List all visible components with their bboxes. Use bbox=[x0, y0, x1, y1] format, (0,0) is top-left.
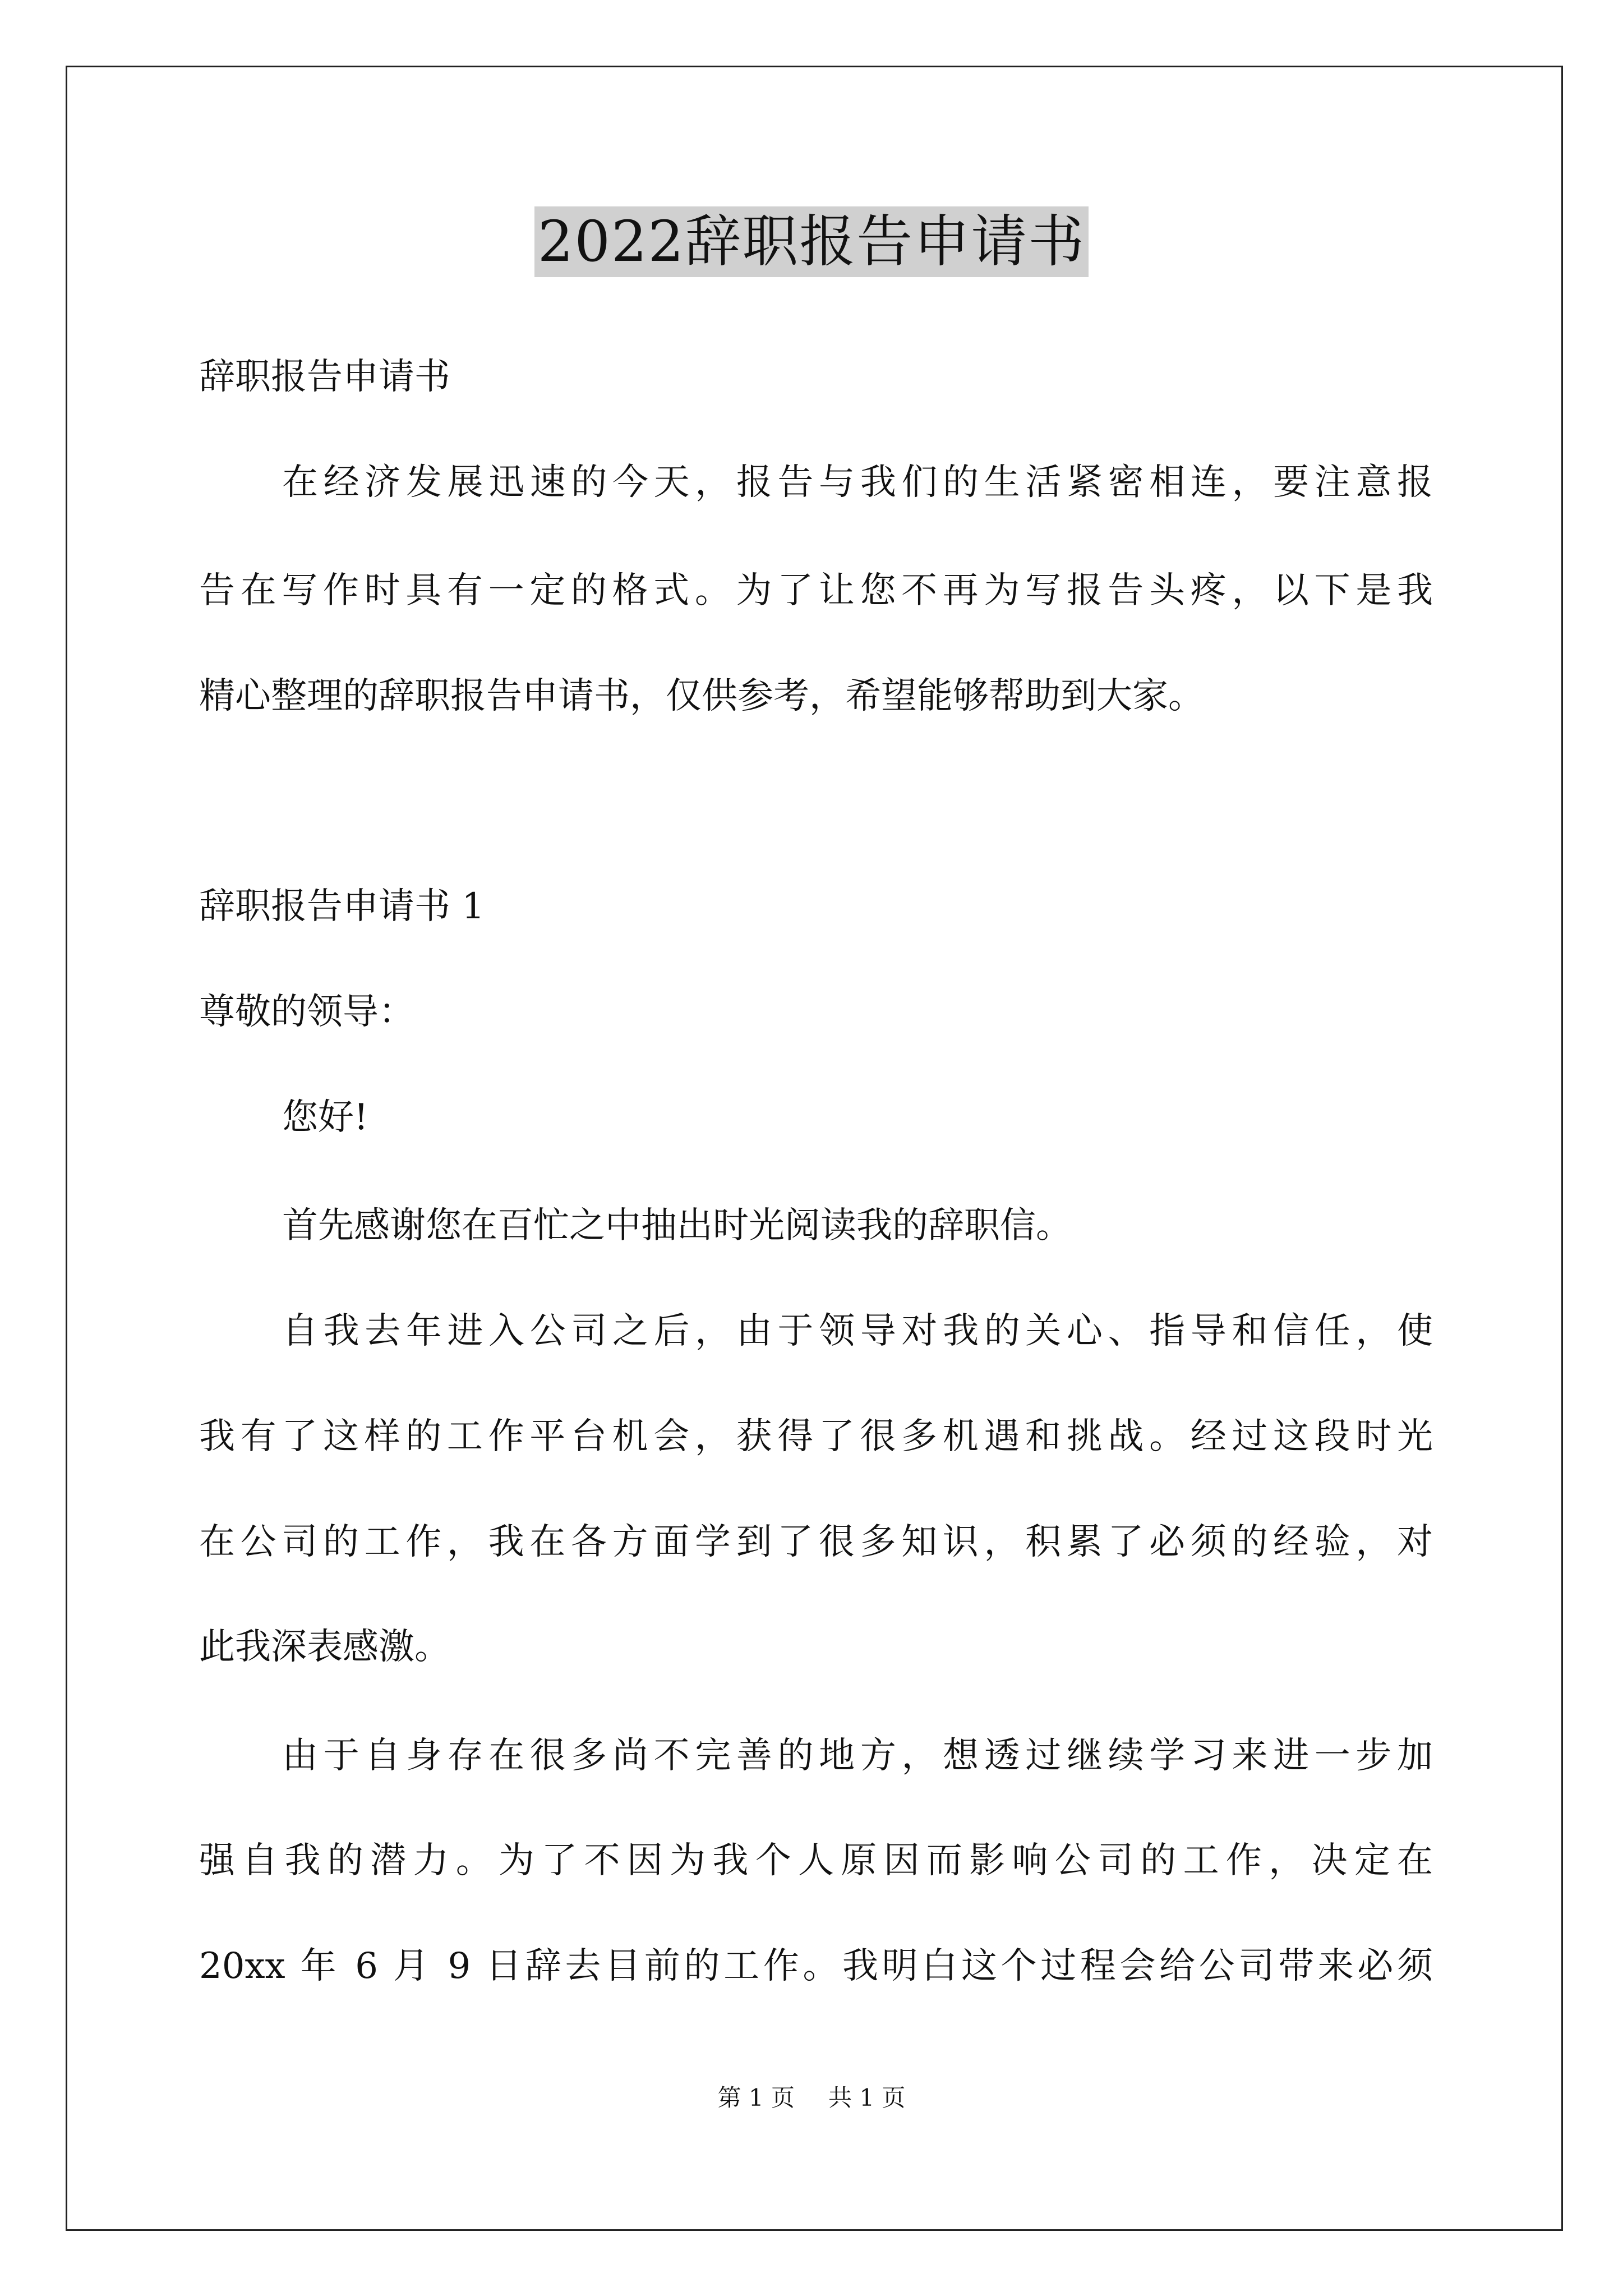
paragraph-2-line-2: 我有了这样的工作平台机会，获得了很多机遇和挑战。经过这段时光 bbox=[199, 1416, 1433, 1457]
paragraph-2-line-3: 在公司的工作，我在各方面学到了很多知识，积累了必须的经验，对 bbox=[199, 1521, 1433, 1563]
paragraph-1: 首先感谢您在百忙之中抽出时光阅读我的辞职信。 bbox=[282, 1205, 1072, 1246]
paragraph-3-line-2: 强自我的潜力。为了不因为我个人原因而影响公司的工作，决定在 bbox=[199, 1840, 1433, 1881]
paragraph-3-line-1: 由于自身存在很多尚不完善的地方，想透过继续学习来进一步加 bbox=[282, 1735, 1433, 1777]
intro-line-3: 精心整理的辞职报告申请书，仅供参考，希望能够帮助到大家。 bbox=[199, 675, 1204, 717]
title-container bbox=[0, 206, 1623, 277]
page-total: 共 1 页 bbox=[828, 2084, 906, 2111]
salutation: 尊敬的领导： bbox=[199, 991, 414, 1033]
document-heading: 辞职报告申请书 bbox=[199, 356, 450, 398]
paragraph-2-line-1: 自我去年进入公司之后，由于领导对我的关心、指导和信任，使 bbox=[282, 1310, 1433, 1352]
greeting: 您好! bbox=[282, 1097, 368, 1138]
intro-line-1: 在经济发展迅速的今天，报告与我们的生活紧密相连，要注意报 bbox=[282, 462, 1433, 503]
page-number: 第 1 页 bbox=[717, 2084, 795, 2111]
section-heading: 辞职报告申请书 1 bbox=[199, 886, 485, 927]
paragraph-3-line-3: 20xx 年 6 月 9 日辞去目前的工作。我明白这个过程会给公司带来必须 bbox=[199, 1945, 1433, 1987]
document-title: 2022辞职报告申请书 bbox=[534, 206, 1089, 277]
paragraph-2-line-4: 此我深表感激。 bbox=[199, 1626, 450, 1668]
intro-line-2: 告在写作时具有一定的格式。为了让您不再为写报告头疼，以下是我 bbox=[199, 570, 1433, 611]
page-footer bbox=[0, 2082, 1623, 2114]
